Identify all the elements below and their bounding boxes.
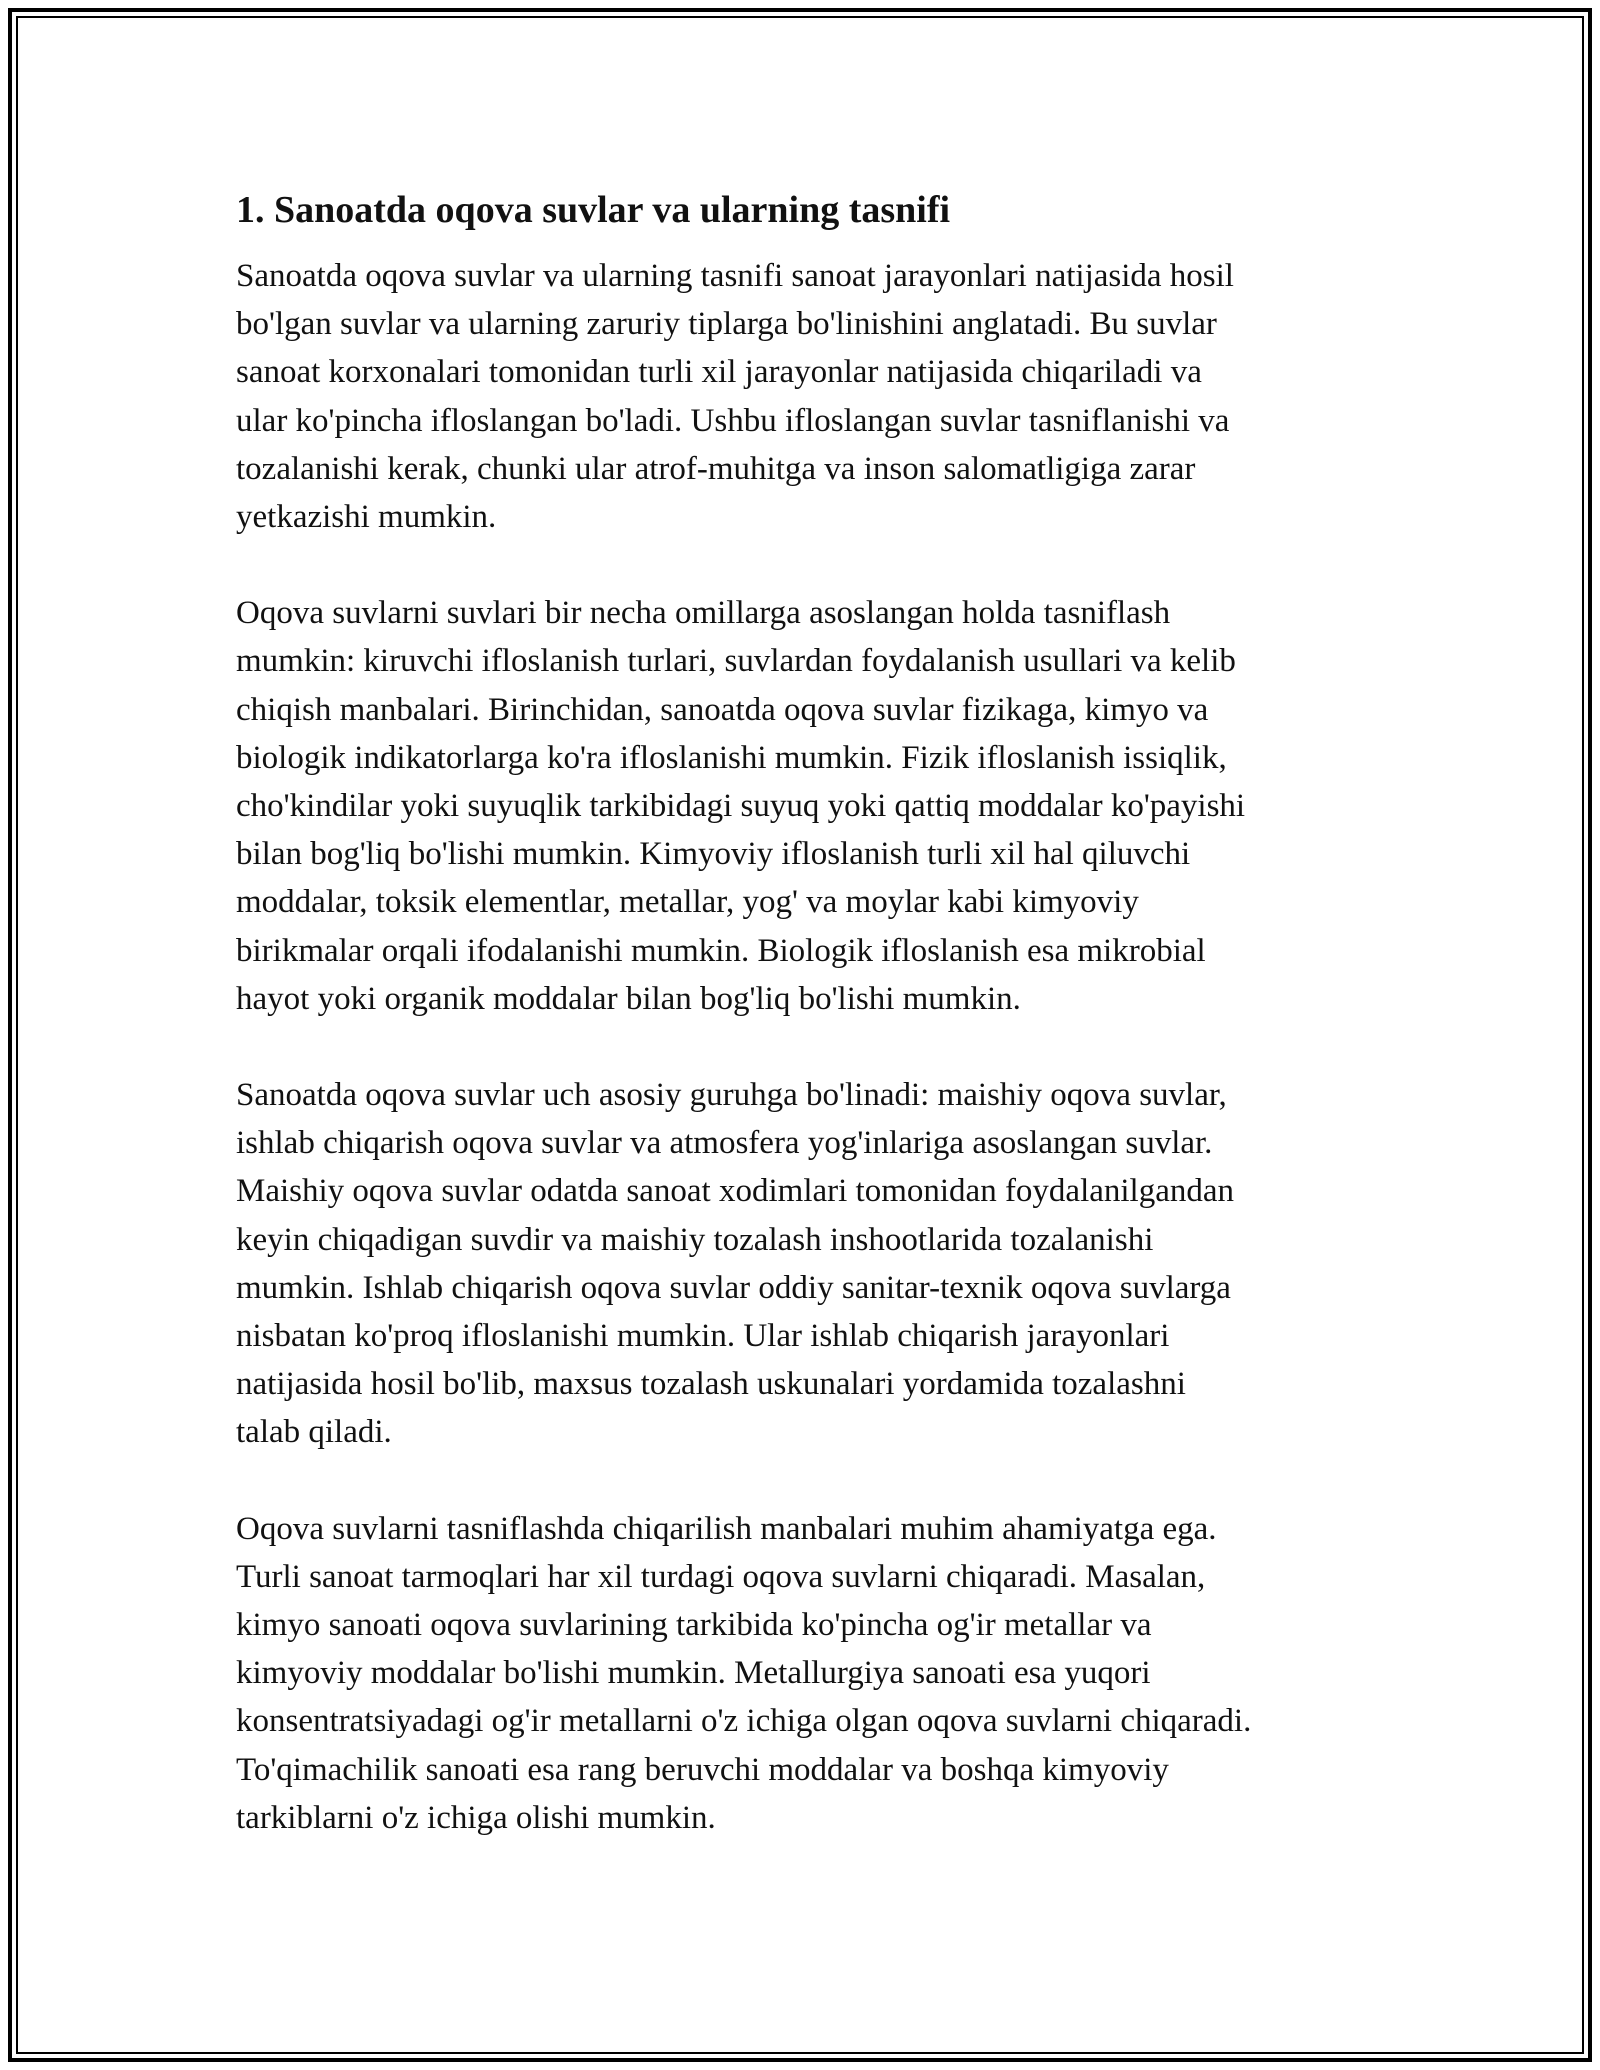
paragraph-list — [236, 252, 1376, 1842]
paragraph-line: tarkiblarni o'z ichiga olishi mumkin. — [236, 1799, 716, 1836]
paragraph-line: To'qimachilik sanoati esa rang beruvchi moddalar va boshqa kimyoviy — [236, 1751, 1169, 1788]
paragraph-line: birikmalar orqali ifodalanishi mumkin. Biologik ifloslanish esa mikrobial — [236, 932, 1206, 969]
paragraph-line: hayot yoki organik moddalar bilan bog'liq bo'lishi mumkin. — [236, 980, 1021, 1017]
paragraph-line: bilan bog'liq bo'lishi mumkin. Kimyoviy ifloslanish turli xil hal qiluvchi — [236, 836, 1191, 873]
paragraph-line: ishlab chiqarish oqova suvlar va atmosfera yog'inlariga asoslangan suvlar. — [236, 1125, 1213, 1162]
paragraph-line: Sanoatda oqova suvlar va ularning tasnifi sanoat jarayonlari natijasida hosil — [236, 258, 1234, 294]
paragraph-line: natijasida hosil bo'lib, maxsus tozalash uskunalari yordamida tozalashni — [236, 1366, 1186, 1403]
paragraph-line: mumkin: kiruvchi ifloslanish turlari, suvlardan foydalanish usullari va kelib — [236, 643, 1236, 680]
paragraph-line: sanoat korxonalari tomonidan turli xil jarayonlar natijasida chiqariladi va — [236, 354, 1202, 391]
paragraph-line: tozalanishi kerak, chunki ular atrof-muhitga va inson salomatligiga zarar — [236, 450, 1196, 487]
paragraph-line: yetkazishi mumkin. — [236, 499, 497, 536]
paragraph-line: cho'kindilar yoki suyuqlik tarkibidagi suyuq yoki qattiq moddalar ko'payishi — [236, 788, 1246, 825]
paragraph-line: mumkin. Ishlab chiqarish oqova suvlar oddiy sanitar-texnik oqova suvlarga — [236, 1269, 1231, 1306]
paragraph — [236, 1505, 1376, 1842]
paragraph-line: biologik indikatorlarga ko'ra ifloslanishi mumkin. Fizik ifloslanish issiqlik, — [236, 739, 1227, 776]
paragraph-line: talab qiladi. — [236, 1414, 392, 1451]
paragraph-line: Maishiy oqova suvlar odatda sanoat xodimlari tomonidan foydalanilgandan — [236, 1173, 1235, 1210]
paragraph-line: bo'lgan suvlar va ularning zaruriy tiplarga bo'linishini anglatadi. Bu suvlar — [236, 306, 1217, 343]
paragraph-line: nisbatan ko'proq ifloslanishi mumkin. Ular ishlab chiqarish jarayonlari — [236, 1318, 1170, 1355]
paragraph-line: Sanoatda oqova suvlar uch asosiy guruhga bo'linadi: maishiy oqova suvlar, — [236, 1077, 1227, 1114]
paragraph-line: kimyo sanoati oqova suvlarining tarkibida ko'pincha og'ir metallar va — [236, 1607, 1152, 1644]
paragraph-line: Oqova suvlarni tasniflashda chiqarilish manbalari muhim ahamiyatga ega. — [236, 1510, 1217, 1547]
paragraph-line: moddalar, toksik elementlar, metallar, yog' va moylar kabi kimyoviy — [236, 884, 1139, 921]
paragraph — [236, 252, 1376, 541]
paragraph-line: keyin chiqadigan suvdir va maishiy tozalash inshootlarida tozalanishi — [236, 1221, 1154, 1258]
paragraph — [236, 1071, 1376, 1457]
paragraph — [236, 589, 1376, 1023]
paragraph-line: konsentratsiyadagi og'ir metallarni o'z ichiga olgan oqova suvlarni chiqaradi. — [236, 1703, 1252, 1740]
paragraph-line: Turli sanoat tarmoqlari har xil turdagi oqova suvlarni chiqaradi. Masalan, — [236, 1558, 1206, 1595]
document-body — [236, 186, 1376, 1890]
paragraph-line: kimyoviy moddalar bo'lishi mumkin. Metallurgiya sanoati esa yuqori — [236, 1655, 1151, 1692]
paragraph-line: ular ko'pincha ifloslangan bo'ladi. Ushbu ifloslangan suvlar tasniflanishi va — [236, 402, 1230, 439]
section-heading: 1. Sanoatda oqova suvlar va ularning tasnifi — [236, 189, 951, 231]
paragraph-line: Oqova suvlarni suvlari bir necha omillarga asoslangan holda tasniflash — [236, 595, 1171, 632]
paragraph-line: chiqish manbalari. Birinchidan, sanoatda oqova suvlar fizikaga, kimyo va — [236, 691, 1209, 728]
